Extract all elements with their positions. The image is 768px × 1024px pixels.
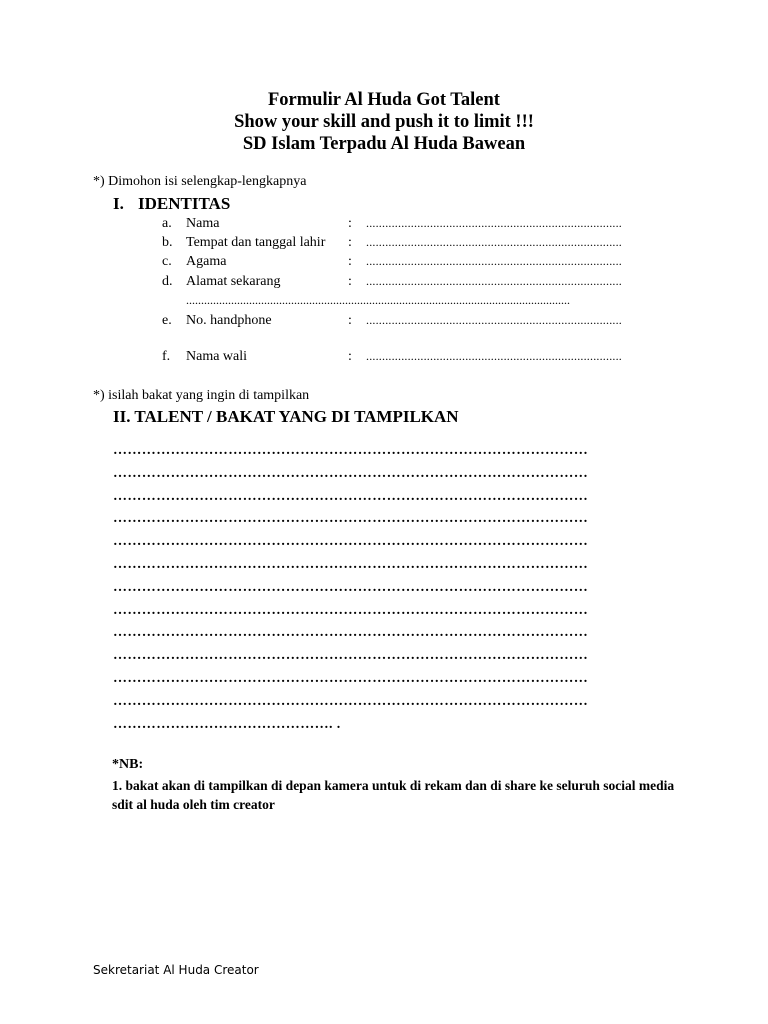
talent-fill-line[interactable]: ……………………………………………………………………………………… <box>113 693 589 709</box>
identity-instruction: *) Dimohon isi selengkap-lengkapnya <box>93 174 307 189</box>
talent-instruction: *) isilah bakat yang ingin di tampilkan <box>93 388 310 403</box>
field-letter: c. <box>162 254 172 269</box>
field-label: Nama wali <box>186 349 248 364</box>
field-colon: : <box>348 274 352 289</box>
talent-fill-line[interactable]: ……………………………………………………………………………………… <box>113 534 589 550</box>
handphone-fill-line[interactable]: ................................................................................ <box>366 313 622 327</box>
field-row-nama <box>0 216 768 236</box>
nama-wali-fill-line[interactable]: ................................................................................ <box>366 349 622 363</box>
talent-fill-line[interactable]: ……………………………………………………………………………………… <box>113 488 589 504</box>
talent-fill-line[interactable]: ……………………………………………………………………………………… <box>113 670 589 686</box>
field-row-tempat-tanggal-lahir <box>0 235 768 255</box>
field-letter: e. <box>162 313 172 328</box>
field-label: No. handphone <box>186 313 272 328</box>
talent-heading: II. TALENT / BAKAT YANG DI TAMPILKAN <box>113 407 459 426</box>
nama-fill-line[interactable]: ................................................................................ <box>366 216 622 230</box>
talent-fill-line[interactable]: ……………………………………………………………………………………… <box>113 625 589 641</box>
alamat-continuation-line[interactable]: ................................................................................................................................ <box>186 293 570 307</box>
field-colon: : <box>348 235 352 250</box>
field-row-alamat <box>0 274 768 294</box>
talent-fill-line[interactable]: ……………………………………………………………………………………… <box>113 465 589 481</box>
nb-label: *NB: <box>112 757 144 772</box>
footer-text: Sekretariat Al Huda Creator <box>93 963 259 977</box>
talent-fill-line[interactable]: ……………………………………………………………………………………… <box>113 602 589 618</box>
form-title: Formulir Al Huda Got Talent <box>268 90 500 110</box>
form-subtitle: Show your skill and push it to limit !!! <box>234 112 534 132</box>
talent-fill-line[interactable]: ……………………………………………………………………………………… <box>113 556 589 572</box>
field-label: Agama <box>186 254 227 269</box>
field-label: Nama <box>186 216 220 231</box>
agama-fill-line[interactable]: ................................................................................ <box>366 254 622 268</box>
field-colon: : <box>348 254 352 269</box>
field-label: Tempat dan tanggal lahir <box>186 235 326 250</box>
field-letter: b. <box>162 235 173 250</box>
field-label: Alamat sekarang <box>186 274 281 289</box>
field-letter: d. <box>162 274 173 289</box>
field-colon: : <box>348 313 352 328</box>
tempat-tanggal-lahir-fill-line[interactable]: ................................................................................ <box>366 235 622 249</box>
identity-heading: IDENTITAS <box>138 194 231 213</box>
talent-fill-line[interactable]: ……………………………………………………………………………………… <box>113 579 589 595</box>
talent-fill-line[interactable]: ……………………………………………………………………………………… <box>113 511 589 527</box>
field-letter: a. <box>162 216 172 231</box>
talent-fill-line[interactable]: ……………………………………………………………………………………… <box>113 648 589 664</box>
field-row-handphone <box>0 313 768 333</box>
form-header <box>0 89 768 155</box>
alamat-fill-line[interactable]: ................................................................................ <box>366 274 622 288</box>
identity-heading-number: I. <box>113 194 124 213</box>
school-name: SD Islam Terpadu Al Huda Bawean <box>242 134 526 154</box>
talent-fill-line[interactable]: ……………………………………………………………………………………… <box>113 443 589 458</box>
field-row-nama-wali <box>0 349 768 369</box>
field-letter: f. <box>162 349 171 364</box>
field-row-agama <box>0 254 768 274</box>
nb-text: 1. bakat akan di tampilkan di depan kamera untuk di rekam dan di share ke seluruh social media sdit al huda oleh tim creator <box>112 778 675 812</box>
talent-answer-area[interactable] <box>113 440 673 736</box>
field-colon: : <box>348 216 352 231</box>
talent-fill-line-last[interactable]: ………………………………………. . <box>113 716 341 732</box>
field-colon: : <box>348 349 352 364</box>
